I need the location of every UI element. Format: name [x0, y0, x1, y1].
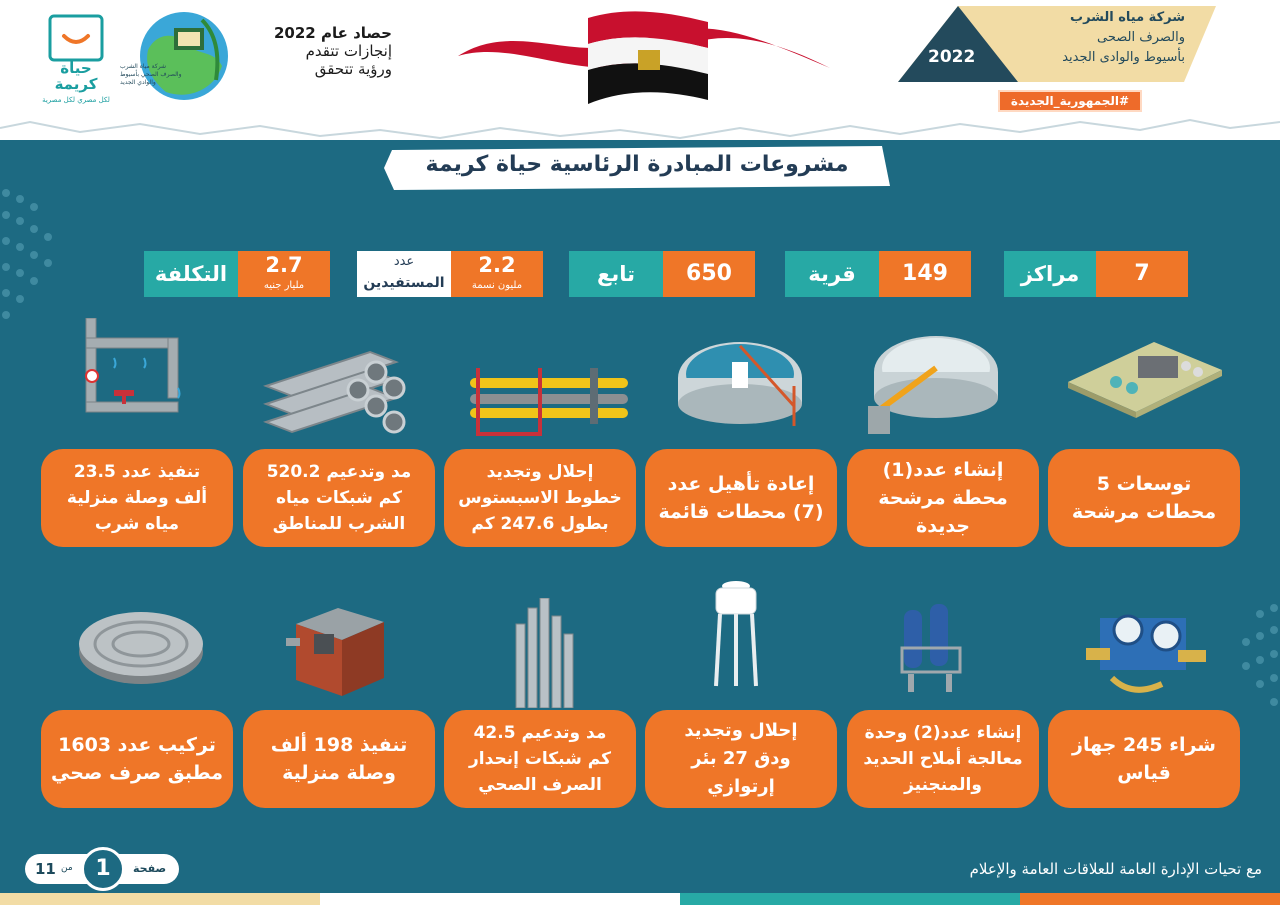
manhole-chamber-icon — [286, 604, 392, 700]
clarifier-tank-icon — [862, 322, 1002, 438]
card-line: تركيب عدد 1603 — [58, 734, 216, 756]
stat-label: التكلفة — [144, 251, 238, 297]
iron-removal-unit-icon — [898, 598, 968, 698]
card-line: (7) محطات قائمة — [658, 501, 824, 523]
stat-unit: مليار جنيه — [263, 280, 305, 291]
torn-paper-edge — [0, 108, 1280, 148]
company-year: 2022 — [928, 47, 976, 67]
stat-label-box — [357, 251, 451, 297]
svg-text:شركة مياه الشرب: شركة مياه الشرب — [120, 63, 167, 70]
bottom-color-stripe — [0, 893, 1280, 905]
project-card-water-2 — [847, 449, 1039, 547]
svg-text:والوادي الجديد: والوادي الجديد — [120, 79, 156, 86]
eagle-emblem-icon — [638, 50, 660, 70]
card-line: محطات مرشحة — [1071, 501, 1217, 523]
card-line: بطول 247.6 كم — [471, 514, 609, 534]
card-line: معالجة أملاح الحديد — [863, 749, 1023, 769]
storage-reservoir-icon — [672, 326, 812, 438]
stat-label: تابع — [569, 251, 663, 297]
stat-unit: مليون نسمة — [471, 280, 523, 291]
card-line: توسعات 5 — [1096, 473, 1192, 495]
card-line: مياه شرب — [94, 514, 180, 534]
card-line: إنشاء عدد(1) — [882, 459, 1004, 481]
card-line: الصرف الصحي — [478, 775, 602, 795]
stat-label-line2: المستفيدين — [363, 275, 445, 291]
decorative-dots-left — [0, 185, 60, 325]
card-line: شراء 245 جهاز — [1072, 734, 1216, 756]
stat-value: 650 — [663, 251, 755, 297]
page-total: 11 — [35, 860, 56, 878]
card-line: ودق 27 بئر إرتوازي — [691, 748, 791, 797]
page-label: صفحة — [133, 862, 167, 875]
card-line: محطة مرشحة — [878, 487, 1008, 509]
card-line: كم شبكات مياه — [276, 488, 402, 508]
project-card-sewer-3 — [645, 710, 837, 808]
page-of-label: من — [61, 863, 73, 873]
harvest-text — [230, 24, 392, 78]
project-card-sewer-4 — [444, 710, 636, 808]
harvest-line1: حصاد عام 2022 — [274, 24, 392, 42]
company-name-line3: بأسيوط والوادى الجديد — [1062, 50, 1185, 65]
page-current: 1 — [81, 847, 125, 891]
card-line: تنفيذ عدد 23.5 — [73, 462, 201, 482]
card-line: ألف وصلة منزلية — [66, 488, 208, 508]
card-line: الشرب للمناطق — [272, 514, 406, 534]
stat-value-box — [238, 251, 330, 297]
stat-cost — [144, 251, 330, 297]
footer-credit: مع تحيات الإدارة العامة للعلاقات العامة والإعلام — [969, 860, 1262, 878]
card-line: مطبق صرف صحي — [51, 762, 223, 784]
stat-hamlets — [569, 251, 755, 297]
stat-value: 149 — [879, 251, 971, 297]
card-line: وصلة منزلية — [282, 762, 396, 784]
stat-label-line1: عدد — [393, 254, 415, 269]
card-line: خطوط الاسبستوس — [458, 488, 622, 508]
card-line: مد وتدعيم 520.2 — [266, 462, 412, 482]
company-name — [985, 8, 1185, 68]
project-card-water-6 — [41, 449, 233, 547]
project-card-water-3 — [645, 449, 837, 547]
egypt-flag-ribbon — [458, 8, 830, 112]
water-meters-icon — [1082, 588, 1210, 700]
project-card-sewer-1 — [1048, 710, 1240, 808]
page-indicator — [25, 854, 179, 884]
elevated-water-tower-icon — [708, 578, 764, 688]
pipeline-lines-icon — [466, 362, 630, 442]
page-title: مشروعات المبادرة الرئاسية حياة كريمة — [425, 152, 849, 177]
project-card-sewer-6 — [41, 710, 233, 808]
card-line: والمنجنيز — [904, 775, 982, 795]
harvest-line3: ورؤية تتحقق — [314, 60, 392, 78]
hayah-karima-name — [42, 60, 110, 92]
stat-value: 2.7 — [265, 253, 303, 277]
card-line: إنشاء عدد(2) وحدة — [864, 723, 1022, 743]
hashtag-badge: #الجمهورية_الجديدة — [998, 90, 1142, 112]
project-card-water-1 — [1048, 449, 1240, 547]
project-card-sewer-5 — [243, 710, 435, 808]
card-line: إحلال وتجديد — [684, 720, 798, 741]
card-line: مد وتدعيم 42.5 — [473, 723, 607, 743]
hayah-karima-tagline: لكل مصري لكل مصرية — [42, 96, 110, 104]
company-globe-logo — [118, 10, 230, 106]
stat-villages — [785, 251, 971, 297]
svg-text:والصرف الصحي بأسيوط: والصرف الصحي بأسيوط — [120, 71, 182, 78]
hayah-karima-name-line1: حياة — [60, 59, 92, 77]
card-line: قياس — [1117, 762, 1171, 784]
company-name-line1: شركة مياه الشرب — [1070, 10, 1185, 25]
stat-centers — [1004, 251, 1188, 297]
filtration-plant-model-icon — [1058, 338, 1228, 418]
household-connection-pipes-icon — [74, 318, 190, 430]
harvest-line2: إنجازات تتقدم — [305, 42, 392, 60]
project-card-sewer-2 — [847, 710, 1039, 808]
card-line: كم شبكات إنحدار — [469, 749, 611, 769]
card-line: إحلال وتجديد — [486, 462, 594, 482]
card-line: جديدة — [916, 515, 970, 537]
stat-value-box — [451, 251, 543, 297]
steel-pipes-stack-icon — [258, 346, 408, 436]
hayah-karima-name-line2: كريمة — [54, 75, 98, 93]
project-card-water-5 — [243, 449, 435, 547]
sewer-manhole-cover-icon — [76, 600, 206, 700]
vertical-pipes-cluster-icon — [510, 598, 580, 708]
project-card-water-4 — [444, 449, 636, 547]
card-line: تنفيذ 198 ألف — [270, 734, 408, 756]
decorative-dots-right — [1220, 600, 1280, 720]
stat-label: مراكز — [1004, 251, 1096, 297]
stat-value: 7 — [1096, 251, 1188, 297]
stat-value: 2.2 — [478, 253, 516, 277]
company-name-line2: والصرف الصحى — [1097, 30, 1185, 45]
stat-label: قرية — [785, 251, 879, 297]
stat-beneficiaries — [357, 251, 543, 297]
card-line: إعادة تأهيل عدد — [667, 473, 815, 495]
